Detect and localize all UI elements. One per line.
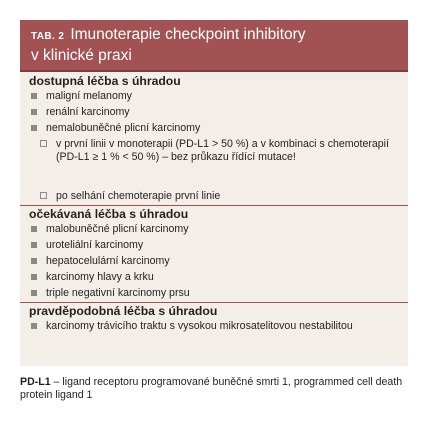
square-bullet-icon bbox=[31, 290, 37, 296]
table-box: TAB. 2 Imunoterapie checkpoint inhibitory v klinické praxi dostupná léčba s úhradou maligní melanomy renální karcinomy nemalobuněčné plicní karcinomy v první linii v monoterapii (PD-L1 > 50 %) a v kombinaci s chemoterapií (PD-L1 ≥ 1 % < 50 %) – bez průkazu řídící mutace! po selhání chemoterapie první linie očekávaná léčba s úhradou malobuněčné plicní karcinomy uroteliální karcinomy hepatocelulární karcinomy karcinomy hlavy a krku triple negativní karcinomy prsu pravděpodobná léčba s úhradou karcinomy trávicího traktu s vysokou mikrosatelitovou nestabilitou bbox=[20, 20, 408, 366]
section-divider bbox=[20, 205, 408, 206]
table-header bbox=[20, 20, 408, 70]
section-heading-probable: pravděpodobná léčba s úhradou bbox=[29, 304, 218, 318]
hollow-square-bullet-icon bbox=[40, 140, 47, 147]
square-bullet-icon bbox=[31, 323, 37, 329]
header-rule bbox=[20, 70, 408, 72]
square-bullet-icon bbox=[31, 226, 37, 232]
section-heading-available: dostupná léčba s úhradou bbox=[29, 74, 181, 88]
square-bullet-icon bbox=[31, 258, 37, 264]
footnote-text: – ligand receptoru programované buněčné smrti 1, programmed cell death protein ligand 1 bbox=[20, 376, 403, 401]
footnote-abbreviation: PD-L1 bbox=[20, 376, 51, 388]
tab-label: TAB. 2 bbox=[31, 31, 65, 42]
section-divider bbox=[20, 302, 408, 303]
section-heading-expected: očekávaná léčba s úhradou bbox=[29, 207, 189, 221]
square-bullet-icon bbox=[31, 93, 37, 99]
hollow-square-bullet-icon bbox=[40, 192, 47, 199]
footnote bbox=[20, 376, 410, 402]
square-bullet-icon bbox=[31, 109, 37, 115]
title-line-1 bbox=[31, 26, 306, 44]
table-title: Imunoterapie checkpoint inhibitory bbox=[70, 26, 306, 43]
table-title-line-2: v klinické praxi bbox=[31, 47, 132, 64]
square-bullet-icon bbox=[31, 125, 37, 131]
square-bullet-icon bbox=[31, 242, 37, 248]
square-bullet-icon bbox=[31, 274, 37, 280]
